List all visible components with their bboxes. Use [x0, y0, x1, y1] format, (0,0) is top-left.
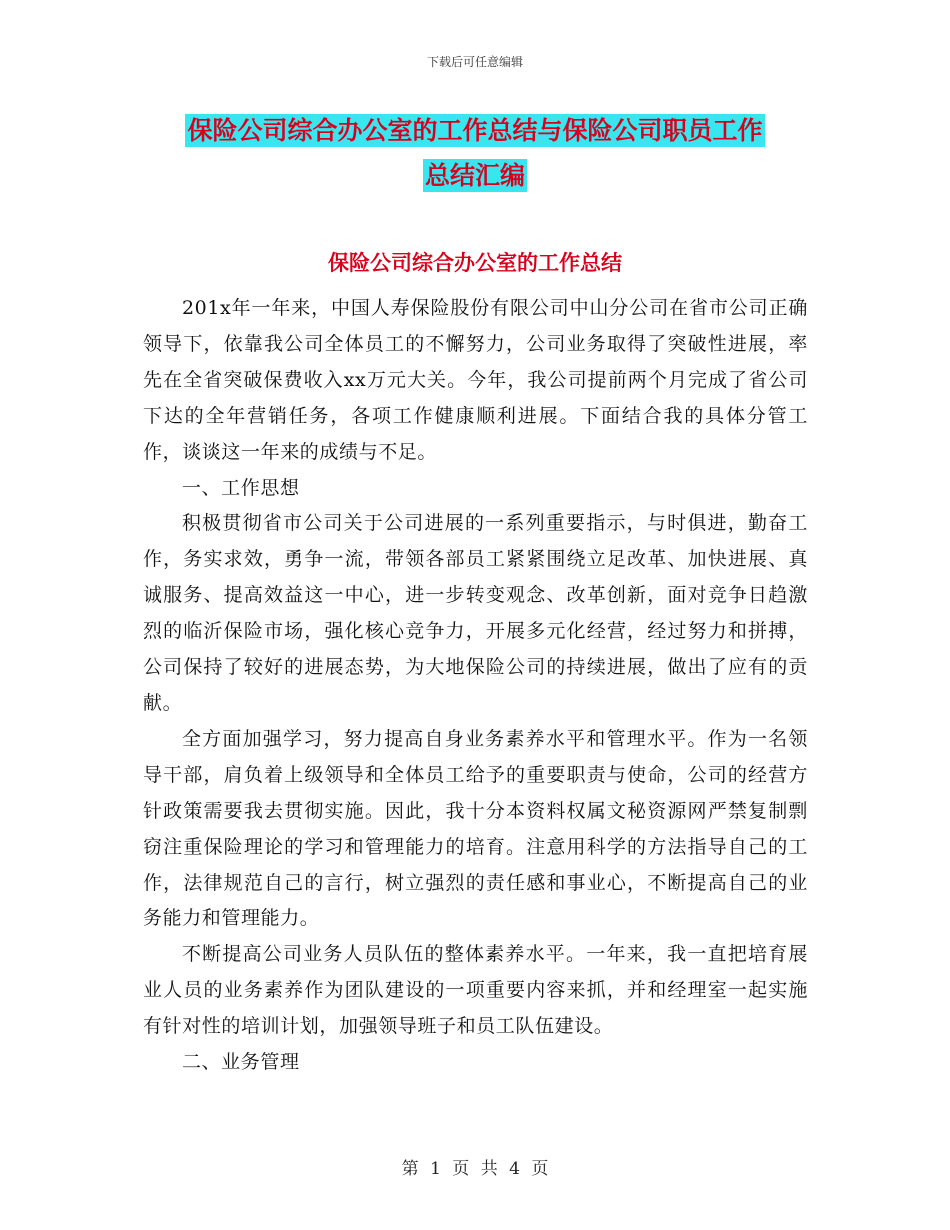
section-title: 保险公司综合办公室的工作总结: [328, 251, 622, 275]
document-title-line2: 总结汇编: [424, 161, 525, 190]
document-title: [130, 108, 820, 198]
paragraph: 201x年一年来，中国人寿保险股份有限公司中山分公司在省市公司正确领导下，依靠我公司全体员工的不懈努力，公司业务取得了突破性进展，率先在全省突破保费收入xx万元大关。今年，我公司提前两个月完成了省公司下达的全年营销任务，各项工作健康顺利进展。下面结合我的具体分管工作，谈谈这一年来的成绩与不足。: [143, 297, 808, 463]
paragraph: 积极贯彻省市公司关于公司进展的一系列重要指示，与时俱进，勤奋工作，务实求效，勇争一流，带领各部员工紧紧围绕立足改革、加快进展、真诚服务、提高效益这一中心，进一步转变观念、改革创新，面对竞争日趋激烈的临沂保险市场，强化核心竞争力，开展多元化经营，经过努力和拼搏，公司保持了较好的进展态势，为大地保险公司的持续进展，做出了应有的贡献。: [143, 512, 808, 714]
heading-work-thinking: 一、工作思想: [181, 476, 300, 499]
paragraph: 不断提高公司业务人员队伍的整体素养水平。一年来，我一直把培育展业人员的业务素养作为团队建设的一项重要内容来抓，并和经理室一起实施有针对性的培训计划，加强领导班子和员工队伍建设。: [143, 943, 808, 1038]
heading-business-management: 二、业务管理: [181, 1051, 300, 1074]
body-text: [143, 291, 808, 1081]
page-footer: 第 1 页 共 4 页: [401, 1159, 549, 1179]
paragraph: 全方面加强学习，努力提高自身业务素养水平和管理水平。作为一名领导干部，肩负着上级领导和全体员工给予的重要职责与使命，公司的经营方针政策需要我去贯彻实施。因此，我十分本资料权属文秘资源网严禁复制剽窃注重保险理论的学习和管理能力的培育。注意用科学的方法指导自己的工作，法律规范自己的言行，树立强烈的责任感和事业心，不断提高自己的业务能力和管理能力。: [143, 727, 808, 930]
header-note: 下载后可任意编辑: [426, 55, 523, 69]
document-title-line1: 保险公司综合办公室的工作总结与保险公司职员工作: [187, 116, 763, 145]
